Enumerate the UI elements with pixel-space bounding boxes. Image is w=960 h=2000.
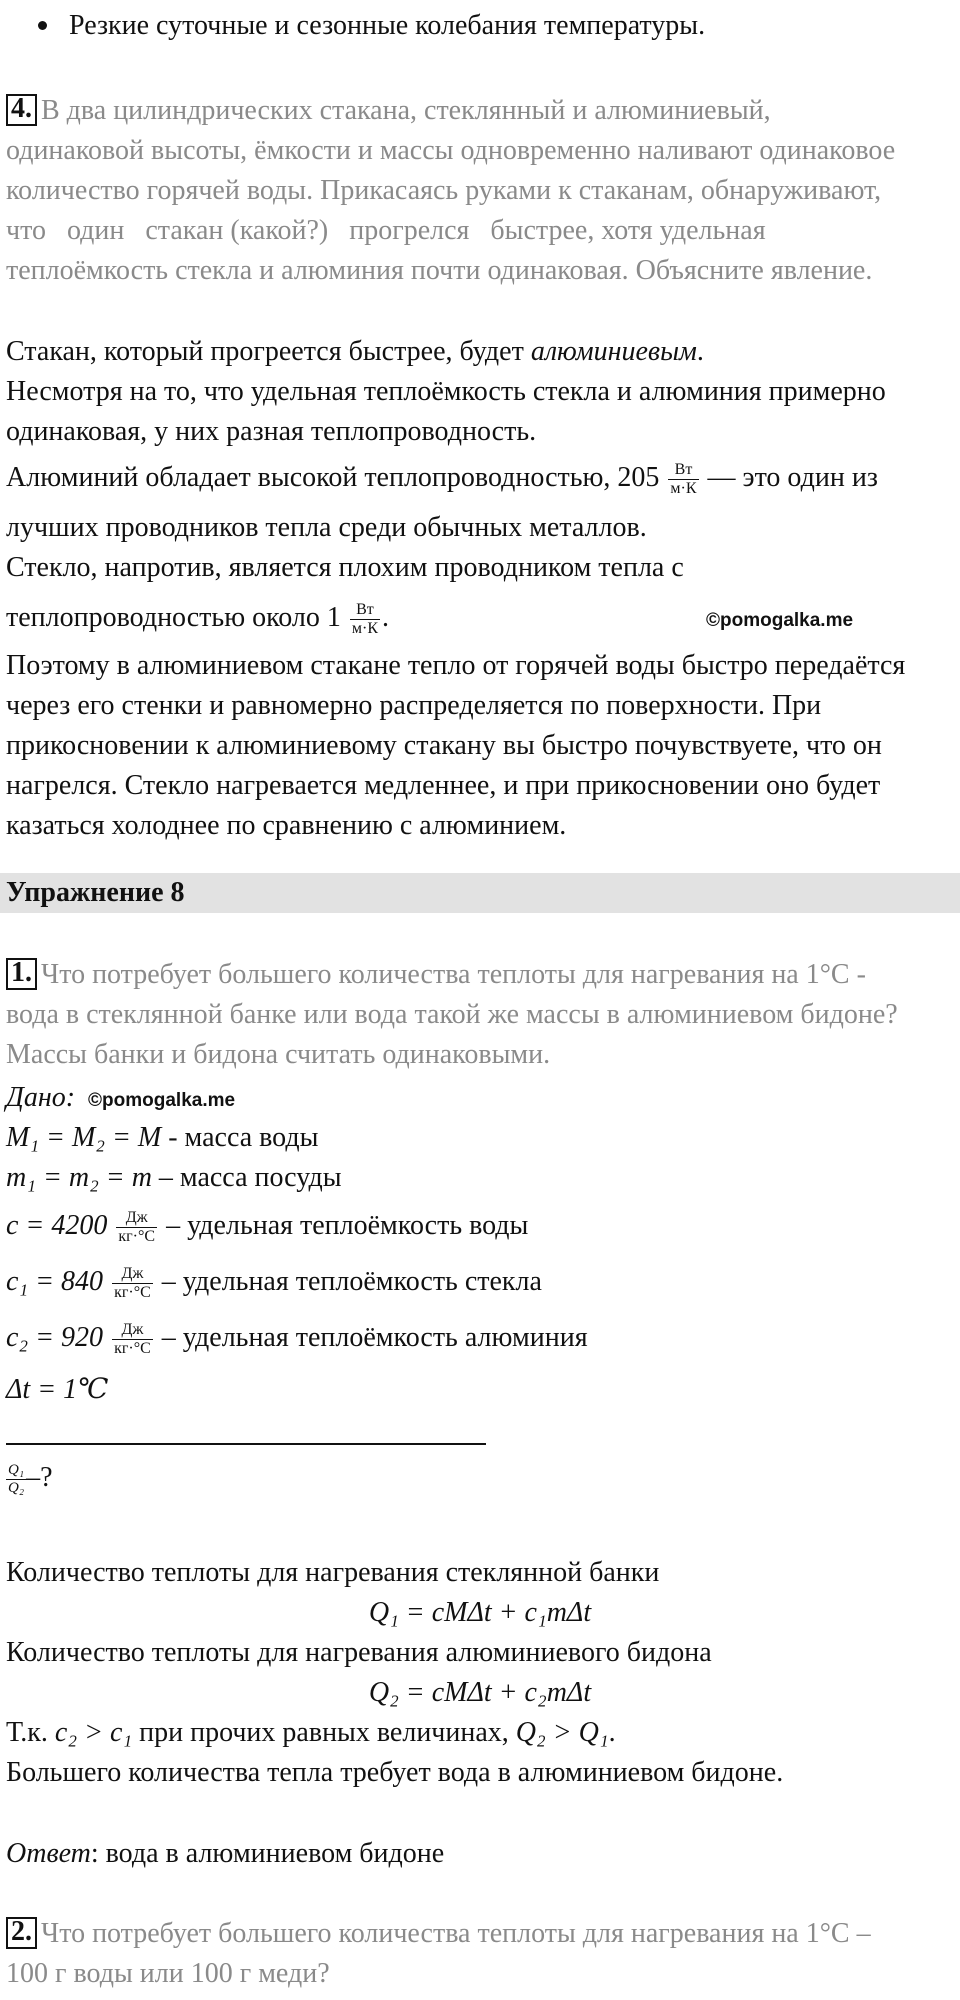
exercise-title: Упражнение 8 (6, 877, 185, 908)
task1-line-2: вода в стеклянной банке или вода такой же массы в алюминиевом бидоне? (6, 999, 898, 1030)
given-2-math: m₁ = m₂ = m (6, 1162, 152, 1193)
task2-line-2: 100 г воды или 100 г меди? (6, 1958, 330, 1989)
task4-line-3: количество горячей воды. Прикасаясь руками к стаканам, обнаруживают, (6, 175, 882, 206)
answer-label: Ответ (6, 1838, 91, 1869)
given-2 (6, 1158, 342, 1198)
watermark: ©pomogalka.me (706, 610, 854, 631)
bullet-item (0, 6, 705, 46)
task2-question-text: Что потребует большего количества теплоты для нагревания на 1°С – (41, 1918, 871, 1949)
solution-1: Количество теплоты для нагревания стеклянной банки (6, 1557, 660, 1588)
task4-p7-3: прикосновении к алюминиевому стакану вы быстро почувствуете, что он (6, 730, 882, 761)
given-line (6, 1078, 235, 1121)
task4-question-text: В два цилиндрических стакана, стеклянный и алюминиевый, (41, 95, 771, 126)
solution-3 (6, 1713, 616, 1753)
unit-fraction-2 (350, 601, 380, 638)
watermark-2: ©pomogalka.me (88, 1090, 236, 1111)
task4-p2: одинаковая, у них разная теплопроводность. (6, 416, 537, 447)
answer-text: : вода в алюминиевом бидоне (90, 1838, 445, 1869)
unit-denominator: м·К (670, 480, 697, 498)
given-divider (6, 1443, 486, 1445)
formula-1: Q₁ = cMΔt + c₁mΔt (368, 1597, 592, 1628)
answer-emphasis: алюминиевым (530, 336, 697, 367)
given-label: Дано: (6, 1082, 76, 1113)
unit-denominator-2: м·К (351, 620, 379, 638)
bullet-text: Резкие суточные и сезонные колебания температуры. (69, 10, 706, 41)
task4-p7-5: казаться холоднее по сравнению с алюминием. (6, 810, 567, 841)
find-line (6, 1458, 53, 1498)
task1-question-text: Что потребует большего количества теплоты для нагревания на 1°С - (41, 959, 866, 990)
solution-4: Большего количества тепла требует вода в алюминиевом бидоне. (6, 1757, 784, 1788)
task1-line-1 (6, 955, 866, 995)
unit-fraction (668, 461, 698, 498)
s3-c: . (608, 1717, 616, 1748)
given-3-unit-den: кг·°С (118, 1228, 156, 1246)
s3-a: Т.к. (6, 1717, 55, 1748)
given-3-text: – удельная теплоёмкость воды (159, 1210, 529, 1241)
answer-end: . (696, 336, 704, 367)
task4-p7-1: Поэтому в алюминиевом стакане тепло от горячей воды быстро передаётся (6, 650, 906, 681)
task4-p4: лучших проводников тепла среди обычных металлов. (6, 512, 647, 543)
given-3-math: c = 4200 (6, 1210, 108, 1241)
bullet-dot-icon (38, 21, 47, 30)
given-5 (6, 1318, 588, 1358)
p3-start: Алюминий обладает высокой теплопроводностью, 205 (6, 462, 660, 493)
find-den: Q₂ (8, 1480, 25, 1497)
task4-p1: Несмотря на то, что удельная теплоёмкость стекла и алюминия примерно (6, 376, 886, 407)
unit-numerator-2: Вт (350, 601, 380, 620)
task1-line-3: Массы банки и бидона считать одинаковыми. (6, 1039, 551, 1070)
formula-2: Q₂ = cMΔt + c₂mΔt (368, 1677, 592, 1708)
p6-end: . (382, 602, 390, 633)
given-4-text: – удельная теплоёмкость стекла (154, 1266, 542, 1297)
solution-2: Количество теплоты для нагревания алюминиевого бидона (6, 1637, 712, 1668)
task4-number: 4. (6, 94, 37, 126)
given-1 (6, 1118, 318, 1158)
given-1-math: M₁ = M₂ = M (6, 1122, 162, 1153)
given-1-text: - масса воды (161, 1122, 319, 1153)
given-4-unit (112, 1265, 153, 1302)
task4-answer-line (6, 332, 704, 372)
given-4-math: c₁ = 840 (6, 1266, 104, 1297)
given-5-unit-den: кг·°С (114, 1340, 151, 1358)
find-question: –? (26, 1462, 53, 1493)
given-6 (6, 1370, 108, 1410)
given-5-unit-num: Дж (112, 1321, 153, 1340)
task1-number: 1. (6, 958, 37, 990)
given-3-unit (116, 1209, 157, 1246)
task4-line-2: одинаковой высоты, ёмкости и массы одновременно наливают одинаковое (6, 135, 896, 166)
task2-number: 2. (6, 1917, 37, 1949)
given-4 (6, 1262, 542, 1302)
s3-math-1: c₂ > c₁ (54, 1717, 133, 1748)
given-6-math: Δt = 1℃ (6, 1374, 109, 1405)
task4-p5: Стекло, напротив, является плохим проводником тепла с (6, 552, 684, 583)
task4-line-1 (6, 91, 771, 131)
given-5-text: – удельная теплоёмкость алюминия (154, 1322, 588, 1353)
given-3-unit-num: Дж (116, 1209, 157, 1228)
answer-intro: Стакан, который прогреется быстрее, будет (6, 336, 531, 367)
p3-end: — это один из (707, 462, 878, 493)
find-fraction (6, 1462, 26, 1497)
given-4-unit-num: Дж (112, 1265, 153, 1284)
task4-p3 (6, 458, 878, 498)
task4-line-5: теплоёмкость стекла и алюминия почти одинаковая. Объясните явление. (6, 255, 873, 286)
given-2-text: – масса посуды (151, 1162, 342, 1193)
task2-line-1 (6, 1914, 871, 1954)
task4-p7-2: через его стенки и равномерно распределяется по поверхности. При (6, 690, 822, 721)
given-3 (6, 1206, 528, 1246)
given-5-unit (112, 1321, 153, 1358)
s3-math-2: Q₂ > Q₁ (515, 1717, 609, 1748)
task4-p6 (6, 598, 389, 638)
find-num: Q₁ (8, 1462, 25, 1479)
task4-line-4: что один стакан (какой?) прогрелся быстрее, хотя удельная (6, 215, 766, 246)
given-5-math: c₂ = 920 (6, 1322, 104, 1353)
answer-line (6, 1834, 444, 1874)
unit-numerator: Вт (668, 461, 698, 480)
p6-start: теплопроводностью около 1 (6, 602, 341, 633)
given-4-unit-den: кг·°С (114, 1284, 151, 1302)
s3-b: при прочих равных величинах, (132, 1717, 516, 1748)
task4-p7-4: нагрелся. Стекло нагревается медленнее, и при прикосновении оно будет (6, 770, 881, 801)
